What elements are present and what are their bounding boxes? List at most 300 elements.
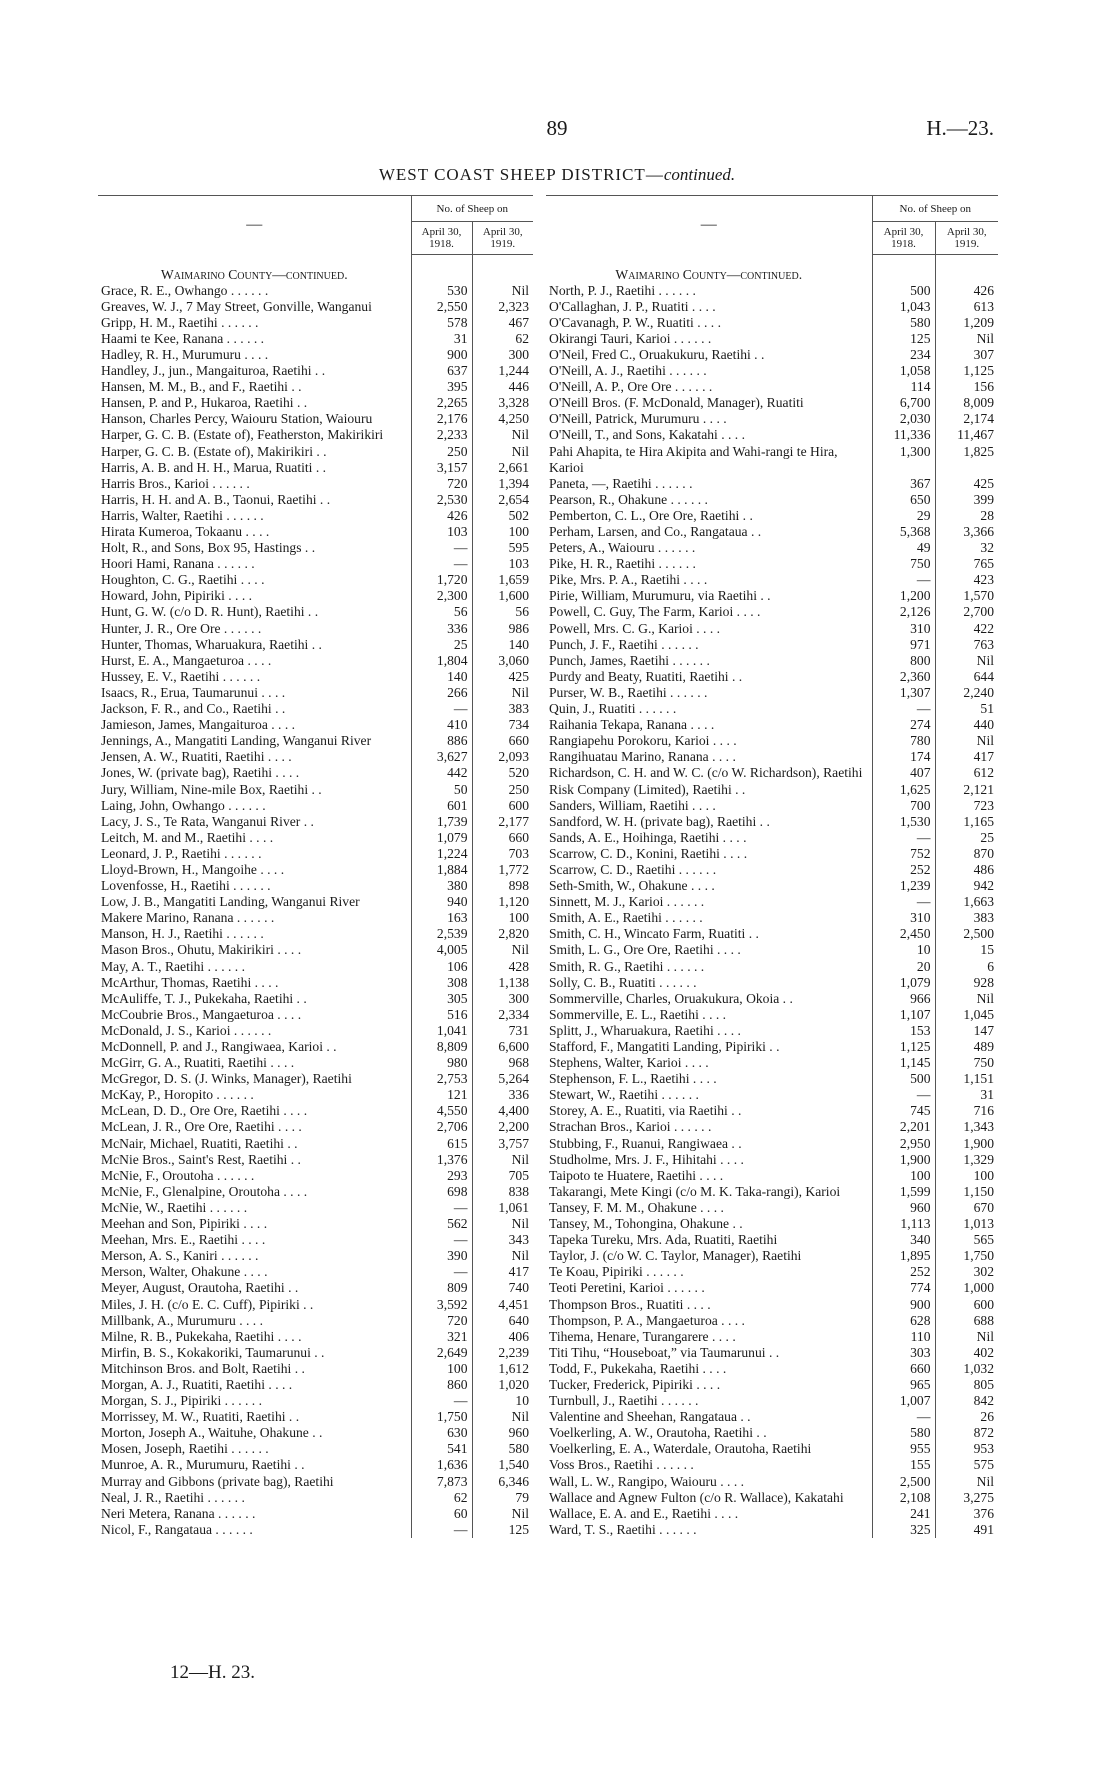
table-row (98, 1039, 533, 1055)
sheep-1919: 1,772 (472, 862, 533, 878)
sheep-1918: 955 (872, 1441, 935, 1457)
table-row (546, 1200, 998, 1216)
sheep-1919: 600 (935, 1297, 998, 1313)
sheep-1919: 705 (472, 1168, 533, 1184)
left-column (98, 195, 533, 1538)
right-column (546, 195, 998, 1538)
table-row (546, 942, 998, 958)
table-row (546, 991, 998, 1007)
sheep-1918: 100 (411, 1361, 472, 1377)
table-row (98, 347, 533, 363)
sheep-1919: 422 (935, 621, 998, 637)
sheep-1919: 6,346 (472, 1474, 533, 1490)
sheep-1918: 966 (872, 991, 935, 1007)
owner-name: Hansen, M. M., B., and F., Raetihi . . (101, 379, 302, 395)
owner-name: O'Neil, Fred C., Oruakukuru, Raetihi . . (549, 346, 765, 362)
owner-name: McCoubrie Bros., Mangaeturoa . . . . (101, 1006, 302, 1022)
table-row (98, 1297, 533, 1313)
sheep-1919: 942 (935, 878, 998, 894)
sheep-1918: 1,599 (872, 1184, 935, 1200)
sheep-1919: 300 (472, 347, 533, 363)
sheep-1918: — (872, 830, 935, 846)
owner-name: North, P. J., Raetihi . . . . . . (549, 282, 696, 298)
table-row (546, 1152, 998, 1168)
sheep-1919: 376 (935, 1506, 998, 1522)
table-row (546, 588, 998, 604)
owner-name: Nicol, F., Rangataua . . . . . . (101, 1521, 253, 1537)
owner-name: Peters, A., Waiouru . . . . . . (549, 540, 696, 556)
owner-name: McGirr, G. A., Ruatiti, Raetihi . . . . (101, 1055, 295, 1071)
sheep-1919: 703 (472, 846, 533, 862)
sheep-1918: 1,307 (872, 685, 935, 701)
sheep-1919: 5,264 (472, 1071, 533, 1087)
sheep-1919: 147 (935, 1023, 998, 1039)
table-row (546, 733, 998, 749)
sheep-1918: 25 (411, 637, 472, 653)
sheep-1919: 6 (935, 959, 998, 975)
sheep-1918: 10 (872, 942, 935, 958)
table-row (98, 1280, 533, 1296)
sheep-1919: 79 (472, 1490, 533, 1506)
owner-name: Harris Bros., Karioi . . . . . . (101, 475, 250, 491)
owner-name: Perham, Larsen, and Co., Rangataua . . (549, 524, 762, 539)
owner-name: Pike, H. R., Raetihi . . . . . . (549, 556, 696, 572)
table-row (98, 427, 533, 443)
table-row (98, 701, 533, 717)
sheep-1918: 1,625 (872, 782, 935, 798)
sheep-1918: 745 (872, 1103, 935, 1119)
owner-name: Tucker, Frederick, Pipiriki . . . . (549, 1376, 721, 1392)
owner-name: Howard, John, Pipiriki . . . . (101, 588, 253, 604)
table-row (98, 363, 533, 379)
sheep-1919: Nil (935, 1474, 998, 1490)
owner-name: Ward, T. S., Raetihi . . . . . . (549, 1521, 697, 1537)
sheep-1919: 1,045 (935, 1007, 998, 1023)
sheep-1918: — (872, 1087, 935, 1103)
sheep-1919: 402 (935, 1345, 998, 1361)
sheep-1919: 491 (935, 1522, 998, 1538)
owner-name: Neri Metera, Ranana . . . . . . (101, 1505, 256, 1521)
sheep-1918: 110 (872, 1329, 935, 1345)
table-row (546, 749, 998, 765)
table-row (546, 379, 998, 395)
table-row (546, 476, 998, 492)
table-row (98, 1393, 533, 1409)
sheep-1918: 121 (411, 1087, 472, 1103)
sheep-1919: 1,394 (472, 476, 533, 492)
sheep-1918: 7,873 (411, 1474, 472, 1490)
table-row (98, 685, 533, 701)
sheep-1918: 174 (872, 749, 935, 765)
table-row (546, 604, 998, 620)
owner-name: Thompson, P. A., Mangaeturoa . . . . (549, 1312, 745, 1328)
sheep-1918: 500 (872, 1071, 935, 1087)
sheep-1919: 805 (935, 1377, 998, 1393)
table-row (546, 315, 998, 331)
table-row (546, 1441, 998, 1457)
table-row (98, 572, 533, 588)
table-row (546, 283, 998, 299)
sheep-1919: Nil (472, 1216, 533, 1232)
owner-name: Wallace and Agnew Fulton (c/o R. Wallace), Kakatahi (549, 1489, 844, 1505)
sheep-1918: 2,201 (872, 1119, 935, 1135)
owner-name: Quin, J., Ruatiti . . . . . . (549, 701, 677, 717)
table-row (98, 814, 533, 830)
owner-name: Solly, C. B., Ruatiti . . . . . . (549, 974, 697, 990)
sheep-1918: 310 (872, 910, 935, 926)
owner-name: Merson, A. S., Kaniri . . . . . . (101, 1248, 259, 1264)
table-row (546, 1522, 998, 1538)
sheep-1919: Nil (472, 1409, 533, 1425)
sheep-1919: 425 (935, 476, 998, 492)
sheep-1919: 11,467 (935, 427, 998, 443)
sheep-1918: 2,450 (872, 926, 935, 942)
owner-name: Splitt, J., Wharuakura, Raetihi . . . . (549, 1022, 741, 1038)
sheep-1918: 1,043 (872, 299, 935, 315)
table-row (98, 1232, 533, 1248)
owner-name: Mirfin, B. S., Kokakoriki, Taumarunui . . (101, 1344, 325, 1360)
owner-name: O'Neill, A. P., Ore Ore . . . . . . (549, 379, 713, 395)
owner-name: Milne, R. B., Pukekaha, Raetihi . . . . (101, 1328, 302, 1344)
sheep-1918: 29 (872, 508, 935, 524)
table-row (546, 701, 998, 717)
table-row (98, 878, 533, 894)
sheep-1919: 960 (472, 1425, 533, 1441)
table-row (546, 1168, 998, 1184)
sheep-1919: 1,540 (472, 1457, 533, 1473)
owner-name: O'Neill, A. J., Raetihi . . . . . . (549, 363, 707, 379)
table-row (546, 1457, 998, 1473)
table-row (546, 1474, 998, 1490)
sheep-1919: Nil (935, 331, 998, 347)
sheep-1918: 800 (872, 653, 935, 669)
table-row (98, 1168, 533, 1184)
sheep-1919: 2,661 (472, 460, 533, 476)
table-row (98, 1216, 533, 1232)
sheep-1918: 541 (411, 1441, 472, 1457)
table-row (546, 669, 998, 685)
sheep-1918: 340 (872, 1232, 935, 1248)
table-row (546, 1425, 998, 1441)
owner-name: Houghton, C. G., Raetihi . . . . (101, 572, 265, 588)
table-row (546, 1103, 998, 1119)
sheep-1918: 380 (411, 878, 472, 894)
table-row (546, 894, 998, 910)
sheep-1918: 1,125 (872, 1039, 935, 1055)
table-row (98, 1329, 533, 1345)
sheep-1919: 2,654 (472, 492, 533, 508)
sheep-1918: 1,530 (872, 814, 935, 830)
sheep-1919: 100 (472, 910, 533, 926)
sheep-1919: 100 (935, 1168, 998, 1184)
table-row (98, 492, 533, 508)
sheep-1918: 1,300 (872, 444, 935, 476)
table-row (546, 540, 998, 556)
sheep-1919: 100 (472, 524, 533, 540)
owner-name: Stewart, W., Raetihi . . . . . . (549, 1087, 699, 1103)
owner-name: Voss Bros., Raetihi . . . . . . (549, 1457, 694, 1473)
sheep-1919: 2,200 (472, 1119, 533, 1135)
table-row (98, 331, 533, 347)
sheep-1918: 698 (411, 1184, 472, 1200)
sheep-1918: 1,200 (872, 588, 935, 604)
sheep-1919: 2,177 (472, 814, 533, 830)
owner-name: McNair, Michael, Ruatiti, Raetihi . . (101, 1135, 298, 1151)
owner-name: Smith, C. H., Wincato Farm, Ruatiti . . (549, 926, 759, 942)
owner-name: Sands, A. E., Hoihinga, Raetihi . . . . (549, 829, 747, 845)
sheep-1919: 51 (935, 701, 998, 717)
sheep-1918: 2,265 (411, 395, 472, 411)
sheep-1918: 2,550 (411, 299, 472, 315)
sheep-1918: 49 (872, 540, 935, 556)
table-row (98, 1248, 533, 1264)
sheep-1918: 325 (872, 1522, 935, 1538)
footer-code: 12—H. 23. (170, 1662, 255, 1683)
sheep-1918: 50 (411, 782, 472, 798)
sheep-1919: 763 (935, 637, 998, 653)
sheep-1918: 886 (411, 733, 472, 749)
sheep-count-header: No. of Sheep on (411, 196, 533, 222)
sheep-1919: 765 (935, 556, 998, 572)
table-row (98, 1087, 533, 1103)
table-row (546, 653, 998, 669)
table-row (98, 862, 533, 878)
sheep-1918: 125 (872, 331, 935, 347)
sheep-1918: 62 (411, 1490, 472, 1506)
table-row (546, 1393, 998, 1409)
table-row (98, 637, 533, 653)
owner-name: Hirata Kumeroa, Tokaanu . . . . (101, 524, 270, 539)
sheep-1919: 28 (935, 508, 998, 524)
sheep-1919: 399 (935, 492, 998, 508)
sheep-1918: 367 (872, 476, 935, 492)
owner-name: Pearson, R., Ohakune . . . . . . (549, 491, 708, 507)
sheep-1918: 580 (872, 1425, 935, 1441)
sheep-1918: 980 (411, 1055, 472, 1071)
sheep-1919: Nil (472, 444, 533, 460)
table-row (546, 331, 998, 347)
owner-name: McGregor, D. S. (J. Winks, Manager), Raetihi (101, 1071, 352, 1087)
owner-name: Morgan, A. J., Ruatiti, Raetihi . . . . (101, 1376, 293, 1392)
sheep-1918: 720 (411, 476, 472, 492)
sheep-1919: 644 (935, 669, 998, 685)
sheep-1919: 417 (472, 1264, 533, 1280)
table-row (546, 1007, 998, 1023)
owner-name: Jennings, A., Mangatiti Landing, Wanganui River (101, 733, 372, 749)
sheep-1919: 1,343 (935, 1119, 998, 1135)
sheep-1918: 2,176 (411, 411, 472, 427)
sheep-1919: 660 (472, 830, 533, 846)
owner-name: Pirie, William, Murumuru, via Raetihi . . (549, 588, 771, 604)
owner-name: McNie, F., Glenalpine, Oroutoha . . . . (101, 1183, 308, 1199)
sheep-1918: 274 (872, 717, 935, 733)
owner-header: — (546, 196, 872, 255)
sheep-1918: 3,592 (411, 1297, 472, 1313)
owner-name: Greaves, W. J., 7 May Street, Gonville, Wanganui (101, 298, 372, 314)
owner-name: McAuliffe, T. J., Pukekaha, Raetihi . . (101, 990, 307, 1006)
table-row (98, 765, 533, 781)
table-row (546, 508, 998, 524)
sheep-1918: 580 (872, 315, 935, 331)
table-row (546, 1377, 998, 1393)
sheep-1918: 578 (411, 315, 472, 331)
sheep-1919: Nil (472, 942, 533, 958)
sheep-1918: 1,107 (872, 1007, 935, 1023)
owner-name: Takarangi, Mete Kingi (c/o M. K. Taka-rangi), Karioi (549, 1183, 841, 1199)
owner-name: Thompson Bros., Ruatiti . . . . (549, 1296, 711, 1312)
sheep-1918: 500 (872, 283, 935, 299)
sheep-1919: 2,820 (472, 926, 533, 942)
sheep-1918: 11,336 (872, 427, 935, 443)
table-row (98, 1506, 533, 1522)
sheep-1918: 153 (872, 1023, 935, 1039)
table-row (98, 1457, 533, 1473)
owner-name: Smith, L. G., Ore Ore, Raetihi . . . . (549, 942, 741, 958)
year-1919-header: April 30, 1919. (935, 222, 998, 255)
owner-name: Paneta, —, Raetihi . . . . . . (549, 475, 693, 491)
owner-name: Stubbing, F., Ruanui, Rangiwaea . . (549, 1135, 742, 1151)
sheep-1919: 1,120 (472, 894, 533, 910)
sheep-1919: 1,151 (935, 1071, 998, 1087)
sheep-1919: Nil (472, 1506, 533, 1522)
owner-name: Hadley, R. H., Murumuru . . . . (101, 346, 269, 362)
owner-name: Lacy, J. S., Te Rata, Wanganui River . . (101, 813, 314, 829)
table-row (98, 411, 533, 427)
sheep-1918: 650 (872, 492, 935, 508)
sheep-1918: 2,950 (872, 1136, 935, 1152)
table-row (98, 556, 533, 572)
sheep-1918: 601 (411, 798, 472, 814)
sheep-1918: 140 (411, 669, 472, 685)
owner-name: Stephens, Walter, Karioi . . . . (549, 1055, 709, 1071)
table-row (98, 1184, 533, 1200)
sheep-1918: 2,500 (872, 1474, 935, 1490)
table-row (98, 1264, 533, 1280)
sheep-1918: 1,224 (411, 846, 472, 862)
sheep-1919: 4,400 (472, 1103, 533, 1119)
owner-name: Munroe, A. R., Murumuru, Raetihi . . (101, 1457, 305, 1473)
sheep-1919: 425 (472, 669, 533, 685)
owner-name: Punch, James, Raetihi . . . . . . (549, 652, 710, 668)
table-row (98, 959, 533, 975)
owner-name: Hunter, J. R., Ore Ore . . . . . . (101, 620, 262, 636)
owner-name: Neal, J. R., Raetihi . . . . . . (101, 1489, 245, 1505)
sheep-1918: 750 (872, 556, 935, 572)
owner-name: Harris, H. H. and A. B., Taonui, Raetihi . . (101, 491, 331, 507)
sheep-1918: 4,005 (411, 942, 472, 958)
table-row (546, 347, 998, 363)
sheep-1919: 1,150 (935, 1184, 998, 1200)
sheep-1918: 4,550 (411, 1103, 472, 1119)
owner-name: Rangihuatau Marino, Ranana . . . . (549, 749, 736, 765)
table-row (98, 1007, 533, 1023)
sheep-1919: 2,121 (935, 782, 998, 798)
sheep-1919: 575 (935, 1457, 998, 1473)
owner-name: Strachan Bros., Karioi . . . . . . (549, 1119, 712, 1135)
owner-name: Risk Company (Limited), Raetihi . . (549, 781, 746, 797)
sheep-1918: 700 (872, 798, 935, 814)
table-row (98, 1152, 533, 1168)
sheep-tables (98, 195, 998, 1650)
table-row (98, 1313, 533, 1329)
table-row (546, 798, 998, 814)
sheep-1918: 234 (872, 347, 935, 363)
table-row (546, 1280, 998, 1296)
table-row (546, 765, 998, 781)
owner-name: Pahi Ahapita, te Hira Akipita and Wahi-rangi te Hira, Karioi (549, 443, 838, 475)
sheep-1918: — (872, 701, 935, 717)
sheep-1919: 838 (472, 1184, 533, 1200)
sheep-1918: 1,804 (411, 653, 472, 669)
table-row (98, 604, 533, 620)
owner-name: Valentine and Sheehan, Rangataua . . (549, 1409, 751, 1425)
sheep-1919: 1,125 (935, 363, 998, 379)
sheep-1919: 3,757 (472, 1136, 533, 1152)
sheep-1918: 250 (411, 444, 472, 460)
sheep-1918: 305 (411, 991, 472, 1007)
sheep-1918: — (411, 701, 472, 717)
table-row (546, 1490, 998, 1506)
year-1919-header: April 30, 1919. (472, 222, 533, 255)
table-row (546, 959, 998, 975)
owner-name: Laing, John, Owhango . . . . . . (101, 797, 266, 813)
owner-name: Meehan and Son, Pipiriki . . . . (101, 1216, 268, 1232)
owner-name: Mitchinson Bros. and Bolt, Raetihi . . (101, 1360, 305, 1376)
sheep-1918: 1,113 (872, 1216, 935, 1232)
sheep-1919: 8,009 (935, 395, 998, 411)
sheep-1918: 960 (872, 1200, 935, 1216)
sheep-1919: 140 (472, 637, 533, 653)
sheep-1919: 383 (935, 910, 998, 926)
sheep-1918: — (411, 540, 472, 556)
owner-name: Stephenson, F. L., Raetihi . . . . (549, 1071, 717, 1087)
sheep-1918: 1,239 (872, 878, 935, 894)
sheep-1919: 1,165 (935, 814, 998, 830)
sheep-1919: Nil (935, 991, 998, 1007)
sheep-1918: 252 (872, 1264, 935, 1280)
owner-name: Harper, G. C. B. (Estate of), Makirikiri . . (101, 443, 327, 459)
sheep-1919: 343 (472, 1232, 533, 1248)
sheep-1919: 25 (935, 830, 998, 846)
year-1918-header: April 30, 1918. (411, 222, 472, 255)
owner-name: Harris, A. B. and H. H., Marua, Ruatiti . . (101, 459, 327, 475)
sheep-1918: 1,636 (411, 1457, 472, 1473)
sheep-1918: 2,233 (411, 427, 472, 443)
sheep-1919: 670 (935, 1200, 998, 1216)
sheep-1919: 2,323 (472, 299, 533, 315)
sheep-1918: 390 (411, 1248, 472, 1264)
table-row (98, 283, 533, 299)
sheep-1918: 628 (872, 1313, 935, 1329)
sheep-1918: 321 (411, 1329, 472, 1345)
table-row (98, 1055, 533, 1071)
owner-name: Jensen, A. W., Ruatiti, Raetihi . . . . (101, 749, 292, 765)
owner-name: Jamieson, James, Mangaituroa . . . . (101, 717, 296, 733)
owner-name: Merson, Walter, Ohakune . . . . (101, 1264, 268, 1280)
sheep-1919: 486 (935, 862, 998, 878)
sheep-1918: 615 (411, 1136, 472, 1152)
sheep-1919: 1,825 (935, 444, 998, 476)
table-row (98, 1119, 533, 1135)
sheep-1919: 1,244 (472, 363, 533, 379)
table-row (98, 1103, 533, 1119)
table-row (98, 942, 533, 958)
owner-name: McDonnell, P. and J., Rangiwaea, Karioi . . (101, 1039, 337, 1054)
sheep-1919: 1,750 (935, 1248, 998, 1264)
sheep-1918: — (411, 1522, 472, 1538)
owner-name: Hunt, G. W. (c/o D. R. Hunt), Raetihi . . (101, 604, 319, 620)
owner-name: Mosen, Joseph, Raetihi . . . . . . (101, 1441, 269, 1457)
